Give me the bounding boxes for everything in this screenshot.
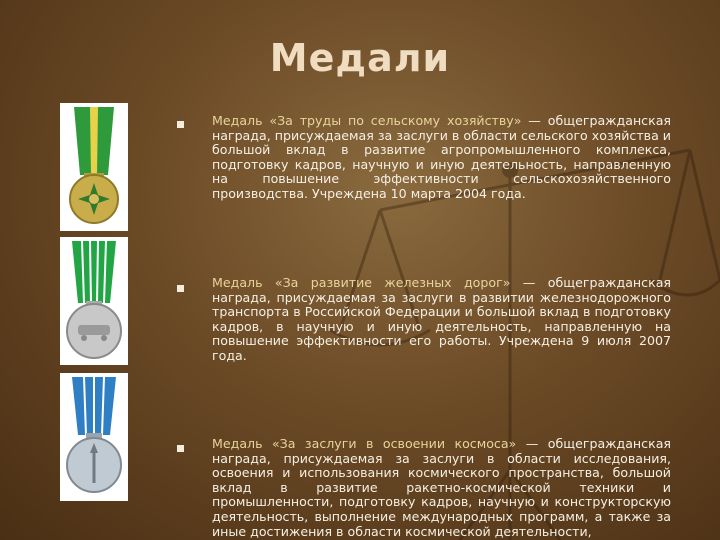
medal-text: — общегражданская награда, присуждаемая за заслуги в развитии железнодорожного транспорта в Российской Федерации и большой вклад в подготовку кадров, в научную и иную деятельность, направленную на повышение эффективности его работы. Учреждена 9 июля 2007 года. <box>212 275 671 363</box>
medal-description <box>212 437 671 539</box>
medal-description <box>212 276 671 364</box>
medal-name: Медаль «За развитие железных дорог» <box>212 275 511 290</box>
medal-text: — общегражданская награда, присуждаемая за заслуги в области сельского хозяйства и большой вклад в развитие агропромышленного комплекса, подготовку кадров, научную и иную деятельность, направленную на повышение эффективности сельскохозяйственного производства. Учреждена 10 марта 2004 года. <box>212 113 671 201</box>
medal-text: — общегражданская награда, присуждаемая за заслуги в области исследования, освоения и использования космического пространства, большой вклад в развитие ракетно-космической техники и промышленности, подготовку кадров, научную и конструкторскую деятельность, выполнение международных программ, а также за иные достижения в области космической деятельности, <box>212 436 671 539</box>
bullet-marker <box>177 445 184 452</box>
agriculture-medal-image <box>60 103 128 231</box>
slide-title: Медали <box>269 36 451 80</box>
medal-name: Медаль «За труды по сельскому хозяйству» <box>212 113 522 128</box>
bullet-marker <box>177 285 184 292</box>
medal-description <box>212 114 671 202</box>
railways-medal-image <box>60 237 128 365</box>
space-medal-image <box>60 373 128 501</box>
bullet-marker <box>177 121 184 128</box>
medal-name: Медаль «За заслуги в освоении космоса» <box>212 436 517 451</box>
